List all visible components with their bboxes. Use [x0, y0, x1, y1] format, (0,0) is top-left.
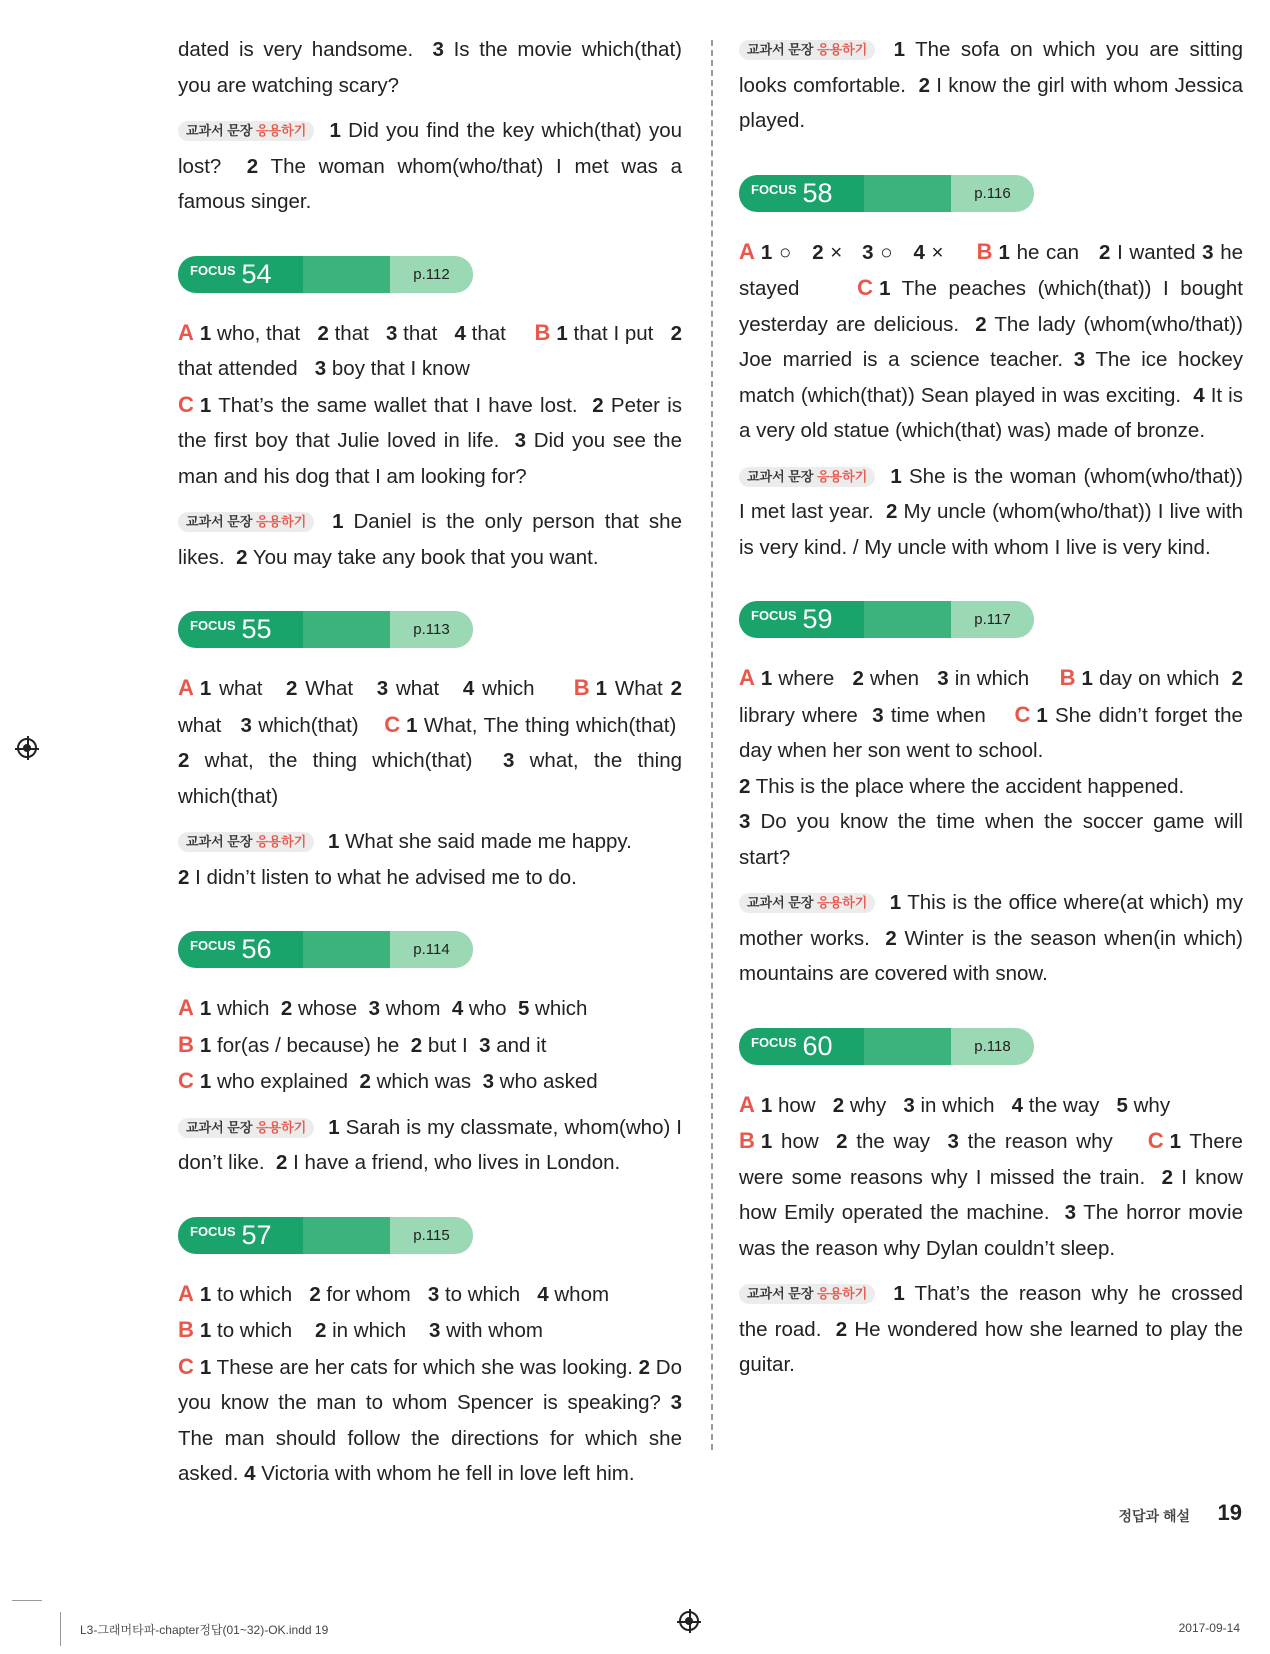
focus-label: FOCUS — [190, 262, 236, 278]
focus-59-textbook: 교과서 문장 응용하기 1 This is the office where(at which) my mother works. 2 Winter is the season when(in which) mountains are covered with snow. — [739, 891, 1244, 985]
item-number: 3 — [432, 38, 444, 61]
focus-number: 56 — [241, 934, 272, 964]
focus-54-header — [178, 256, 473, 293]
textbook-application: 교과서 문장 응용하기 1 The sofa on which you are sitting looks comfortable. 2 I know the girl with whom Jessica played. — [739, 38, 1243, 132]
focus-60-header: FOCUS 60 p.118 — [739, 1028, 1034, 1065]
focus-number: 54 — [241, 258, 272, 289]
textbook-tag: 교과서 문장 응용하기 — [739, 1284, 875, 1304]
right-column — [739, 32, 1243, 1393]
left-column — [178, 32, 682, 1502]
focus-57-answers: A 1 to which 2 for whom 3 to which 4 whom B 1 to which 2 in which 3 with whom C 1 These are her cats for which she was looking. 2 Do you know the man to whom Spencer is speaking? 3 The man should follow the directions for which she asked. 4 Victoria with whom he fell in love left him. — [178, 1280, 683, 1485]
column-divider — [711, 40, 713, 1450]
textbook-tag: 교과서 문장 응용하기 — [739, 40, 875, 60]
focus-56-answers: A 1 which 2 whose 3 whom 4 who 5 which B 1 for(as / because) he 2 but I 3 and it C 1 who explained 2 which was 3 who asked — [178, 995, 598, 1093]
registration-mark-icon — [679, 1611, 699, 1631]
textbook-tag: 교과서 문장 응용하기 — [178, 121, 314, 141]
focus-54-answers: A 1 who, that 2 that 3 that 4 that B 1 that I put 2 that attended 3 boy that I know C 1 That’s the same wallet that I have lost. 2 Peter is the first boy that Julie loved in life. 3 Did you see the man and his dog that I am looking for? — [178, 319, 683, 488]
page-reference: p.116 — [951, 175, 1034, 212]
focus-number: 58 — [802, 177, 833, 208]
page-reference: p.113 — [390, 611, 473, 648]
focus-55-textbook: 교과서 문장 응용하기 1 What she said made me happy. 2 I didn’t listen to what he advised me to do. — [178, 830, 632, 889]
carryover-answer — [178, 32, 682, 103]
page-number: 19 — [1217, 1500, 1242, 1525]
focus-60-answers: A 1 how 2 why 3 in which 4 the way 5 why B 1 how 2 the way 3 the reason why C 1 There were some reasons why I missed the train. 2 I know how Emily operated the machine. 3 The horror movie was the reason why Dylan couldn’t sleep. — [739, 1091, 1243, 1260]
page-reference: p.115 — [390, 1217, 473, 1254]
textbook-application: 교과서 문장 응용하기 1 Did you find the key which(that) you lost? 2 The woman whom(who/that) I met was a famous singer. — [178, 119, 683, 213]
page-reference: p.114 — [390, 931, 473, 968]
footer-section-label: 정답과 해설 — [1118, 1508, 1190, 1524]
focus-60-textbook: 교과서 문장 응용하기 1 That’s the reason why he crossed the road. 2 He wondered how she learned to play the guitar. — [739, 1282, 1243, 1376]
focus-56-textbook: 교과서 문장 응용하기 1 Sarah is my classmate, whom(who) I don’t like. 2 I have a friend, who lives in London. — [178, 1115, 682, 1174]
focus-58-textbook: 교과서 문장 응용하기 1 She is the woman (whom(who/that)) I met last year. 2 My uncle (whom(who/that)) I live with is very kind. / My uncle with whom I live is very kind. — [739, 464, 1243, 559]
crop-mark — [60, 1612, 61, 1646]
textbook-tag: 교과서 문장 응용하기 — [178, 832, 314, 852]
textbook-tag: 교과서 문장 응용하기 — [739, 893, 875, 913]
page-reference: p.118 — [951, 1028, 1034, 1065]
textbook-tag: 교과서 문장 응용하기 — [739, 467, 875, 487]
answer-text: dated is very handsome. — [178, 38, 414, 61]
page-reference: p.112 — [390, 256, 473, 293]
focus-number: 55 — [241, 614, 272, 644]
focus-58-header: FOCUS 58 p.116 — [739, 175, 1034, 212]
focus-54-textbook: 교과서 문장 응용하기 1 Daniel is the only person that she likes. 2 You may take any book that you want. — [178, 510, 682, 569]
print-file-name: L3-그래머타파-chapter정답(01~32)-OK.indd 19 — [80, 1623, 329, 1637]
print-date: 2017-09-14 — [1178, 1621, 1240, 1635]
focus-58-answers: A 1 ○ 2 × 3 ○ 4 × B 1 he can 2 I wanted 3 he stayed C 1 The peaches (which(that)) I bought yesterday are delicious. 2 The lady (whom(who/that)) Joe married is a science teacher. 3 The ice hockey match (which(that)) Sean played in was exciting. 4 It is a very old statue (which(that) was) made of bronze. — [739, 238, 1244, 442]
textbook-tag: 교과서 문장 응용하기 — [178, 1118, 314, 1138]
page-reference: p.117 — [951, 601, 1034, 638]
focus-number: 59 — [802, 604, 833, 634]
focus-number: 57 — [241, 1219, 272, 1250]
focus-57-header: FOCUS 57 p.115 — [178, 1217, 473, 1254]
focus-59-header: FOCUS 59 p.117 — [739, 601, 1034, 638]
focus-55-header: FOCUS 55 p.113 — [178, 611, 473, 648]
answer-text: Is the movie which(that) you are watching scary? — [178, 38, 682, 97]
registration-mark-icon — [17, 738, 37, 758]
focus-56-header: FOCUS 56 p.114 — [178, 931, 473, 968]
focus-55-answers: A 1 what 2 What 3 what 4 which B 1 What 2 what 3 which(that) C 1 What, The thing which(that) 2 what, the thing which(that) 3 what, the thing which(that) — [178, 675, 683, 808]
crop-mark — [12, 1600, 42, 1601]
focus-number: 60 — [802, 1030, 833, 1061]
focus-59-answers: A 1 where 2 when 3 in which B 1 day on which 2 library where 3 time when C 1 She didn’t forget the day when her son went to school. 2 This is the place where the accident happened. 3 Do you know the time when the soccer game will start? — [739, 665, 1244, 869]
textbook-tag: 교과서 문장 응용하기 — [178, 512, 314, 532]
